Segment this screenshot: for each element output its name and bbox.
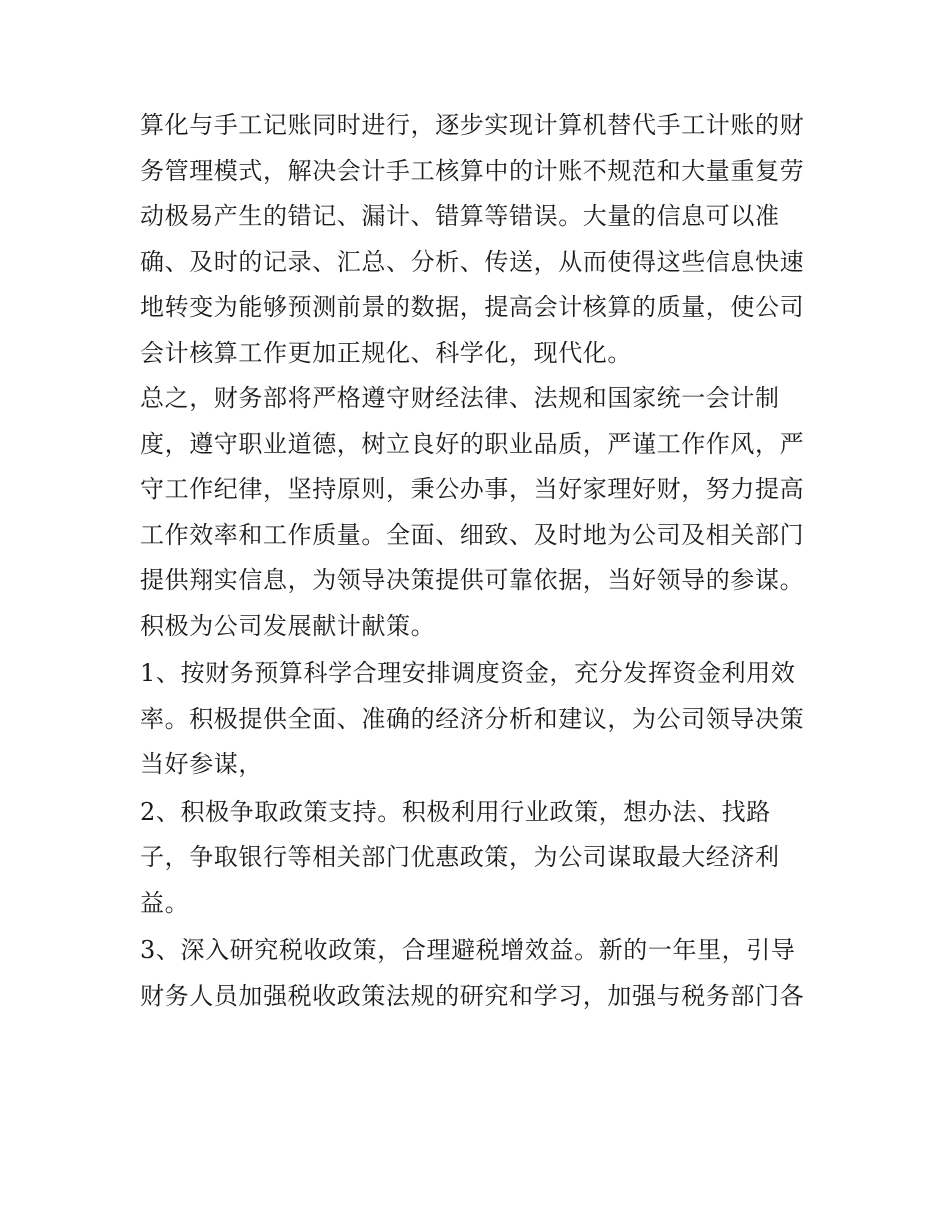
text-line: 财务人员加强税收政策法规的研究和学习，加强与税务部门各: [140, 981, 805, 1010]
list-item-2-line: 2、积极争取政策支持。积极利用行业政策，想办法、找路: [140, 797, 771, 826]
text-line: 会计核算工作更加正规化、科学化，现代化。: [140, 338, 632, 367]
text-line: 工作效率和工作质量。全面、细致、及时地为公司及相关部门: [140, 520, 805, 549]
text-line: 动极易产生的错记、漏计、错算等错误。大量的信息可以准: [140, 202, 780, 230]
text-line: 积极为公司发展献计献策。: [140, 611, 436, 640]
text-line: 总之，财务部将严格遵守财经法律、法规和国家统一会计制: [140, 384, 780, 412]
text-line: 当好参谋，: [140, 750, 263, 778]
text-line: 务管理模式，解决会计手工核算中的计账不规范和大量重复劳: [140, 156, 805, 185]
list-item-1-line: 1、按财务预算科学合理安排调度资金，充分发挥资金利用效: [140, 659, 796, 687]
text-line: 守工作纪律，坚持原则，秉公办事，当好家理好财，努力提高: [140, 475, 805, 503]
text-line: 率。积极提供全面、准确的经济分析和建议，为公司领导决策: [140, 704, 805, 733]
text-line: 地转变为能够预测前景的数据，提高会计核算的质量，使公司: [140, 293, 805, 321]
list-item-3-line: 3、深入研究税收政策，合理避税增效益。新的一年里，引导: [140, 936, 796, 964]
text-line: 算化与手工记账同时进行，逐步实现计算机替代手工计账的财: [140, 111, 805, 139]
document-body: [140, 103, 820, 1019]
text-line: 度，遵守职业道德，树立良好的职业品质，严谨工作作风，严: [140, 429, 805, 458]
text-line: 提供翔实信息，为领导决策提供可靠依据，当好领导的参谋。: [140, 566, 805, 594]
text-line: 子，争取银行等相关部门优惠政策，为公司谋取最大经济利: [140, 843, 780, 871]
text-line: 确、及时的记录、汇总、分析、传送，从而使得这些信息快速: [140, 247, 805, 276]
text-line: 益。: [140, 888, 190, 917]
